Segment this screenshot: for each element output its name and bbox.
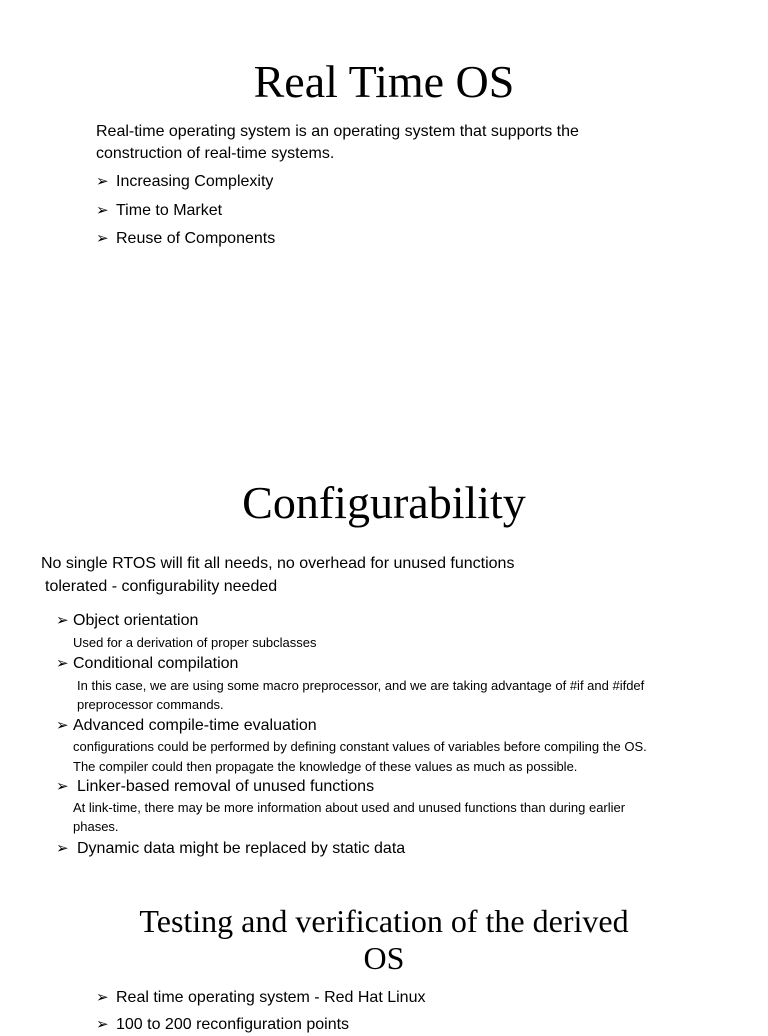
arrow-bullet-icon: ➢ [56,612,69,629]
slide1-title: Real Time OS [253,56,515,107]
arrow-bullet-icon: ➢ [56,840,69,857]
slide2-item-detail: preprocessor commands. [77,697,224,712]
slide1-bullet [96,200,222,222]
arrow-bullet-icon: ➢ [56,778,69,795]
slide2-item-label: Object orientation [73,612,199,629]
slide1-bullet-label: Reuse of Components [116,230,276,247]
slide2-item-label: Conditional compilation [73,655,239,672]
arrow-bullet-icon: ➢ [96,173,109,190]
slide2-intro-line1: No single RTOS will fit all needs, no overhead for unused functions [41,555,515,572]
slide2-item-label: Linker-based removal of unused functions [77,778,375,795]
arrow-bullet-icon: ➢ [96,989,109,1006]
slide2-item [56,653,238,675]
arrow-bullet-icon: ➢ [56,717,69,734]
slide3-title-line1: Testing and verification of the derived [139,903,629,939]
slide3-bullet [96,1014,349,1036]
arrow-bullet-icon: ➢ [96,230,109,247]
slide2-item [56,838,405,860]
slide2-title: Configurability [242,477,526,528]
slide3-bullet-label: Real time operating system - Red Hat Linux [116,989,426,1006]
slide2-item-detail: phases. [73,819,119,834]
arrow-bullet-icon: ➢ [96,202,109,219]
slide3-title-line2: OS [363,940,405,976]
slide2-intro-line2: tolerated - configurability needed [45,578,278,595]
arrow-bullet-icon: ➢ [56,655,69,672]
slide2-item-label: Dynamic data might be replaced by static data [77,840,406,857]
slide2-item-detail: The compiler could then propagate the knowledge of these values as much as possible. [73,759,578,774]
slide2-item [56,776,374,798]
slide2-item [56,715,317,737]
slide3-bullet-label: 100 to 200 reconfiguration points [116,1016,350,1033]
slide3-bullet [96,987,425,1009]
slide2-item-detail: Used for a derivation of proper subclasses [73,635,317,650]
arrow-bullet-icon: ➢ [96,1016,109,1033]
slide1-bullet [96,171,273,193]
slide2-item-detail: configurations could be performed by defining constant values of variables before compiling the OS. [73,739,647,754]
slide1-bullet-label: Time to Market [116,202,223,219]
slide1-intro-line1: Real-time operating system is an operating system that supports the [96,123,579,140]
slide2-item-detail: In this case, we are using some macro preprocessor, and we are taking advantage of #if and #ifdef [77,678,645,693]
slide1-bullet-label: Increasing Complexity [116,173,274,190]
slide1-intro-line2: construction of real-time systems. [96,145,335,162]
slide2-item [56,610,198,632]
slide2-item-detail: At link-time, there may be more information about used and unused functions than during earlier [73,800,626,815]
slide2-item-label: Advanced compile-time evaluation [73,717,317,734]
slide1-bullet [96,228,275,250]
